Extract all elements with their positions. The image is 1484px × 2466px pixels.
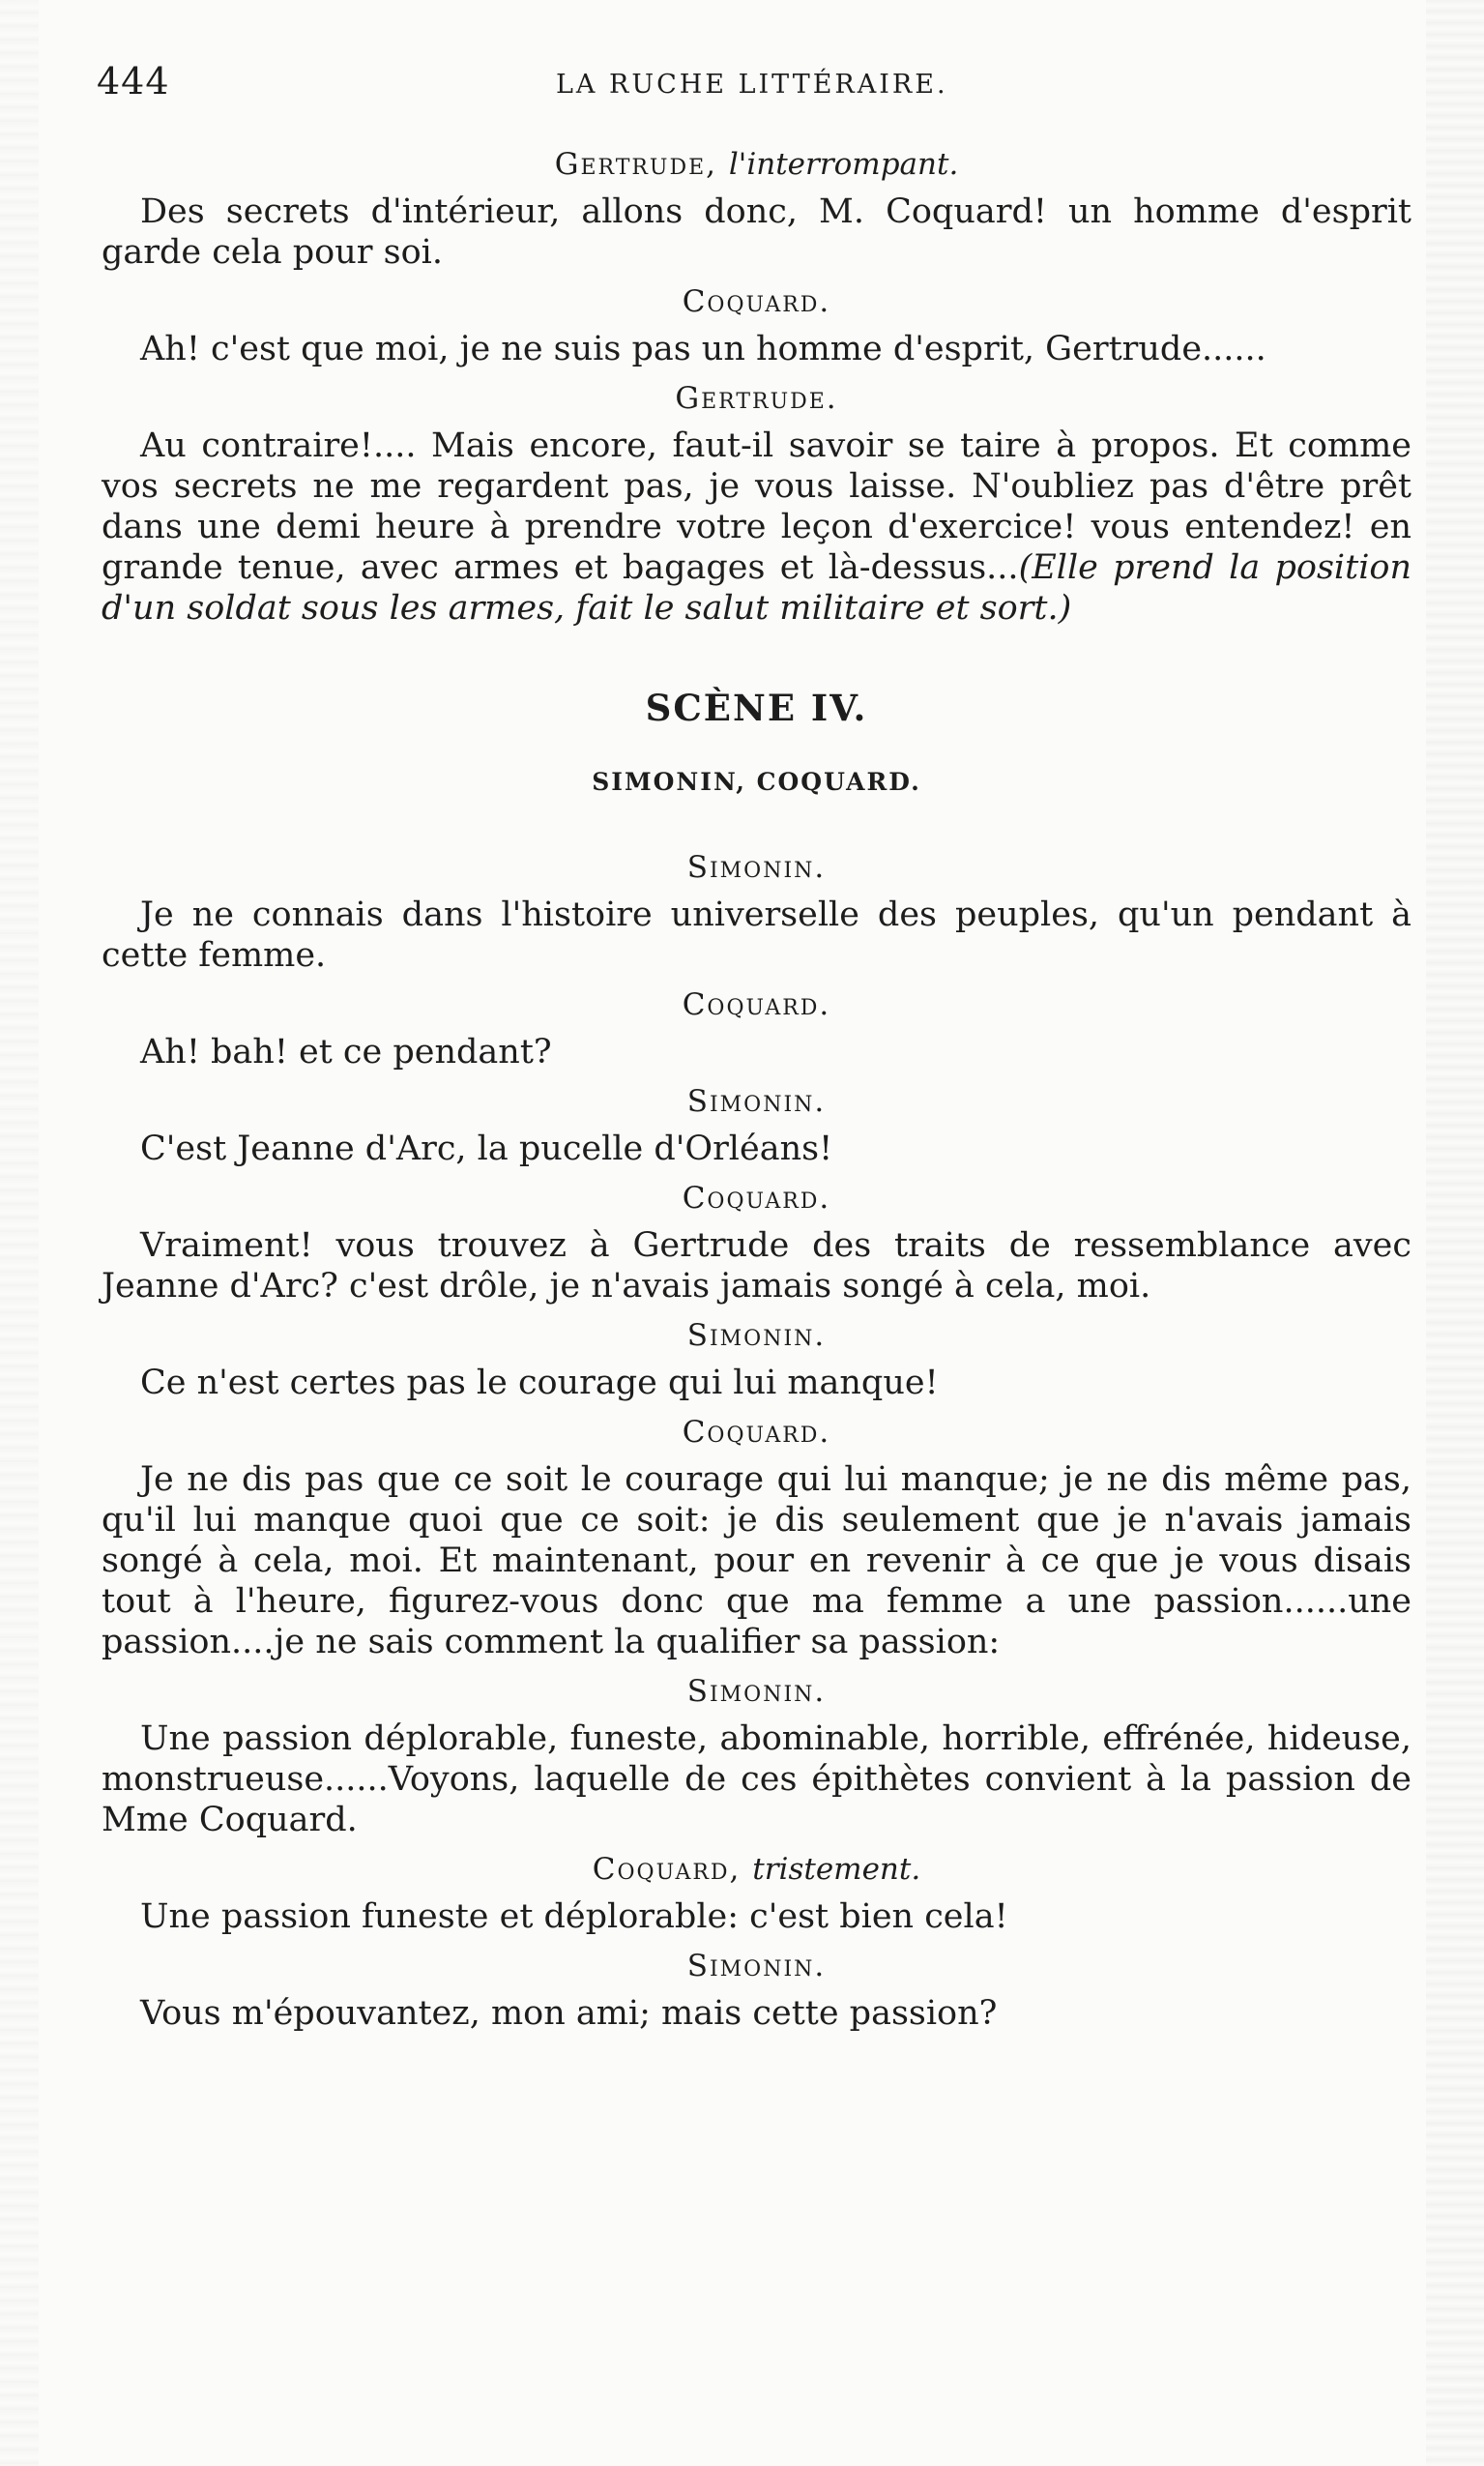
stage-direction: l'interrompant.: [728, 147, 959, 182]
dialogue-line: Je ne connais dans l'histoire universelle des peuples, qu'un pendant à cette femme.: [102, 895, 1411, 975]
page-header: [0, 60, 1484, 118]
dialogue-line: Ce n'est certes pas le courage qui lui manque!: [140, 1364, 939, 1402]
speaker-heading: Coquard.: [682, 1181, 831, 1216]
page-edge-right: [1426, 0, 1484, 2466]
stage-direction: tristement.: [752, 1852, 921, 1887]
speaker-heading: Coquard.: [682, 1415, 831, 1450]
running-title: LA RUCHE LITTÉRAIRE.: [556, 70, 948, 100]
speaker-heading: Coquard, tristement.: [592, 1852, 921, 1887]
dialogue-line: Ah! bah! et ce pendant?: [140, 1033, 552, 1072]
scene-title: SCÈNE IV.: [645, 687, 868, 729]
dialogue-line: Des secrets d'intérieur, allons donc, M. Coquard! un homme d'esprit garde cela pour soi.: [102, 192, 1411, 272]
dialogue-line: Vraiment! vous trouvez à Gertrude des traits de ressemblance avec Jeanne d'Arc? c'est drôle, je n'avais jamais songé à cela, moi.: [102, 1226, 1411, 1306]
speaker-heading: Simonin.: [686, 1318, 827, 1353]
speaker-heading: Simonin.: [686, 850, 827, 885]
dialogue-line: C'est Jeanne d'Arc, la pucelle d'Orléans!: [140, 1130, 833, 1168]
dialogue-line: Je ne dis pas que ce soit le courage qui lui manque; je ne dis même pas, qu'il lui manque quoi que ce soit: je dis seulement que je n'avais jamais songé à cela, moi. Et maintenant, pour en revenir à ce que je vous disais tout à l'heure, figurez-vous donc que ma femme a une passion......une passion....je ne sais comment la qualifier sa passion:: [102, 1460, 1411, 1661]
page-edge-left: [0, 0, 39, 2466]
page-content: [102, 135, 1411, 2034]
speaker-heading: Simonin.: [686, 1949, 827, 1983]
dialogue-line: Une passion funeste et déplorable: c'est bien cela!: [140, 1897, 1008, 1936]
speaker-heading: Simonin.: [686, 1084, 827, 1119]
page-number: 444: [97, 60, 170, 103]
stage-direction: (Elle prend la position d'un soldat sous les armes, fait le salut militaire et sort.): [102, 548, 1411, 628]
dialogue-line: Au contraire!.... Mais encore, faut-il savoir se taire à propos. Et comme vos secrets ne me regardent pas, je vous laisse. N'oubliez pas d'être prêt dans une demi heure à prendre votre leçon d'exercice! vous entendez! en grande tenue, avec armes et bagages et là-dessus...(Elle prend la position d'un soldat sous les armes, fait le salut militaire et sort.): [102, 426, 1411, 628]
speaker-heading: Coquard.: [682, 987, 831, 1022]
scene-characters: SIMONIN, COQUARD.: [592, 768, 921, 796]
speaker-heading: Gertrude, l'interrompant.: [554, 147, 959, 182]
speaker-heading: Gertrude.: [675, 381, 838, 416]
speaker-heading: Coquard.: [682, 284, 831, 319]
dialogue-line: Ah! c'est que moi, je ne suis pas un homme d'esprit, Gertrude......: [140, 330, 1266, 368]
speaker-heading: Simonin.: [686, 1674, 827, 1709]
dialogue-line: Vous m'épouvantez, mon ami; mais cette passion?: [140, 1994, 998, 2033]
dialogue-line: Une passion déplorable, funeste, abominable, horrible, effrénée, hideuse, monstrueuse......Voyons, laquelle de ces épithètes convient à la passion de Mme Coquard.: [102, 1719, 1411, 1839]
